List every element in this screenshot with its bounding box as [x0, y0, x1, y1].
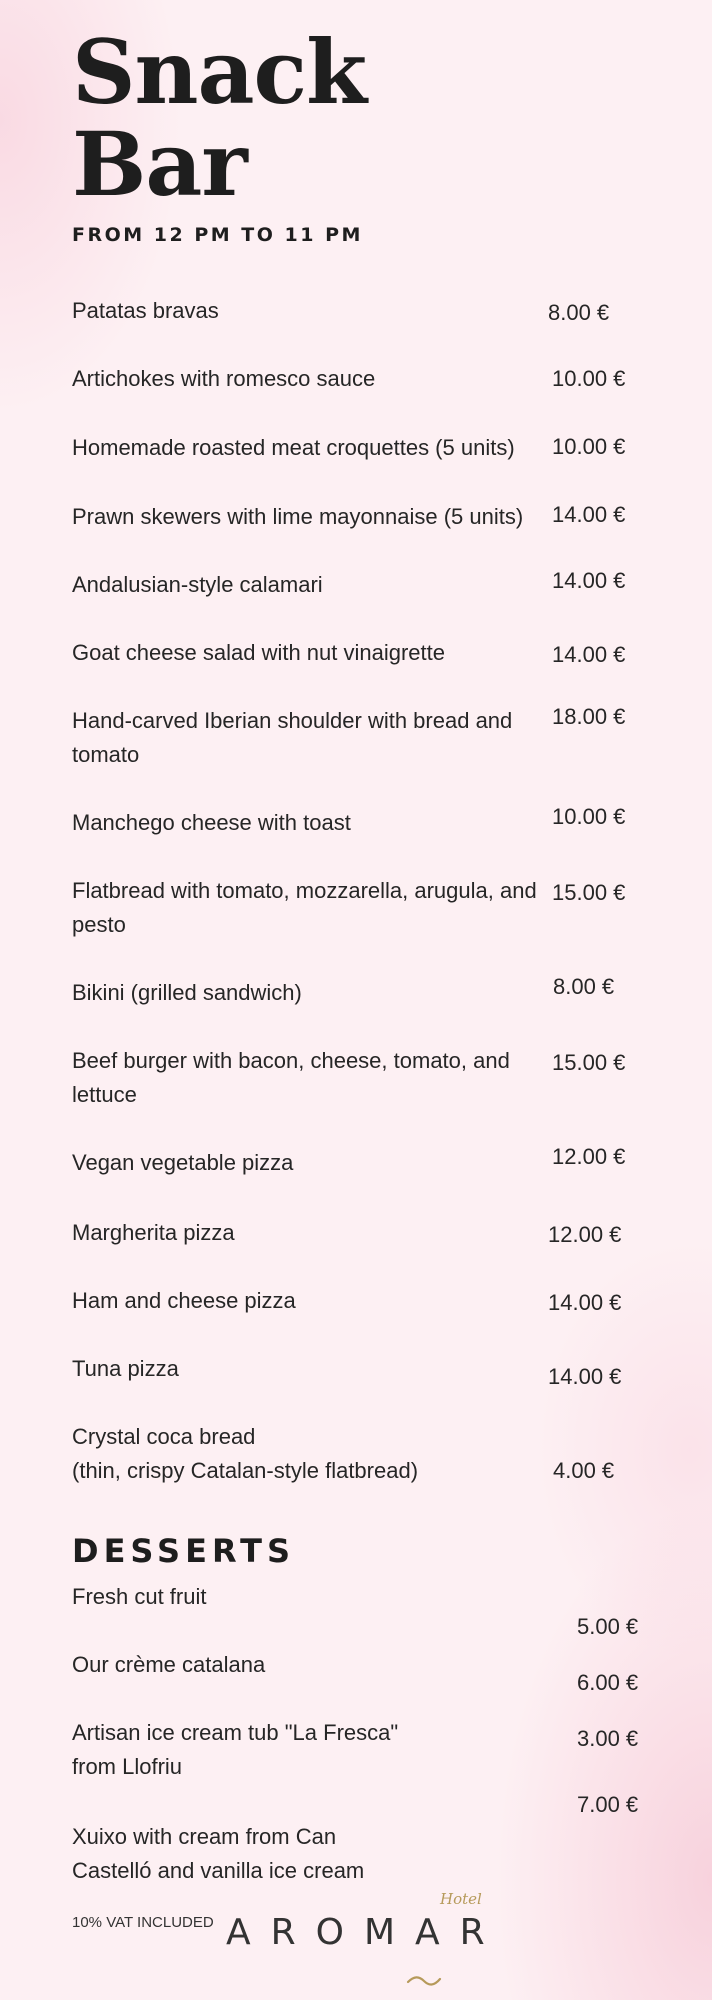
menu-item-price: 18.00 €: [552, 704, 626, 729]
menu-item-price: 14.00 €: [552, 502, 626, 527]
hotel-logo: [226, 1890, 505, 2000]
menu-item-name: Bikini (grilled sandwich): [72, 980, 302, 1005]
menu-item-price: 4.00 €: [553, 1458, 615, 1483]
title-line-2: Bar: [72, 112, 247, 216]
menu-item-name: Flatbread with tomato, mozzarella, arugula, and pesto: [72, 878, 537, 937]
menu-item-name: Beef burger with bacon, cheese, tomato, and lettuce: [72, 1048, 510, 1107]
vat-note: 10% VAT INCLUDED: [72, 1914, 214, 1931]
dessert-item-price: 3.00 €: [577, 1726, 639, 1751]
menu-item-name: [72, 1420, 572, 1488]
menu-item-price: 14.00 €: [552, 642, 626, 667]
menu-item-name: Goat cheese salad with nut vinaigrette: [72, 640, 446, 665]
dessert-item-name: [72, 1820, 552, 1888]
title-line-1: Snack: [72, 20, 367, 124]
menu-item-name: Artichokes with romesco sauce: [72, 366, 376, 391]
menu-item-name: Ham and cheese pizza: [72, 1288, 296, 1313]
dessert-item-name-line: Xuixo with cream from Can: [72, 1824, 337, 1849]
dessert-item-name: Fresh cut fruit: [72, 1584, 207, 1609]
logo-wordmark: AROMAR: [226, 1912, 505, 1953]
menu-item-name: Prawn skewers with lime mayonnaise (5 units): [72, 504, 524, 529]
menu-item-price: 14.00 €: [548, 1364, 622, 1389]
desserts-heading: DESSERTS: [72, 1532, 296, 1570]
dessert-item-name-line: from Llofriu: [72, 1754, 183, 1779]
menu-item-name: Vegan vegetable pizza: [72, 1150, 294, 1175]
menu-item-name-line: Crystal coca bread: [72, 1424, 256, 1449]
dessert-item-name-line: Castelló and vanilla ice cream: [72, 1858, 365, 1883]
menu-item-name: Tuna pizza: [72, 1356, 179, 1381]
dessert-item-price: 5.00 €: [577, 1614, 639, 1639]
menu-item-price: 12.00 €: [552, 1144, 626, 1169]
menu-item-price: 8.00 €: [553, 974, 615, 999]
menu-item-name: Andalusian-style calamari: [72, 572, 323, 597]
menu-item-price: 10.00 €: [552, 804, 626, 829]
menu-item-price: 10.00 €: [552, 366, 626, 391]
menu-item-price: 15.00 €: [552, 1050, 626, 1075]
menu-item-price: 10.00 €: [552, 434, 626, 459]
menu-item-price: 8.00 €: [548, 300, 610, 325]
menu-item-price: 12.00 €: [548, 1222, 622, 1247]
menu-item-name: Patatas bravas: [72, 298, 219, 323]
dessert-item-name: Our crème catalana: [72, 1652, 266, 1677]
menu-item-name-line: (thin, crispy Catalan-style flatbread): [72, 1458, 419, 1483]
menu-item-price: 14.00 €: [548, 1290, 622, 1315]
menu-item-name: Manchego cheese with toast: [72, 810, 351, 835]
dessert-item-name: [72, 1716, 552, 1784]
menu-item-price: 14.00 €: [552, 568, 626, 593]
logo-hotel-text: Hotel: [440, 1890, 482, 1908]
menu-item-price: 15.00 €: [552, 880, 626, 905]
dessert-item-name-line: Artisan ice cream tub "La Fresca": [72, 1720, 399, 1745]
dessert-item-price: 6.00 €: [577, 1670, 639, 1695]
menu-item-name: Margherita pizza: [72, 1220, 235, 1245]
menu-item-name: Hand-carved Iberian shoulder with bread and tomato: [72, 708, 513, 767]
opening-hours: FROM 12 PM TO 11 PM: [72, 224, 363, 246]
dessert-item-price: 7.00 €: [577, 1792, 639, 1817]
menu-item-name: Homemade roasted meat croquettes (5 units): [72, 435, 515, 460]
page-title: [72, 20, 367, 216]
wave-icon: [406, 1974, 442, 1988]
